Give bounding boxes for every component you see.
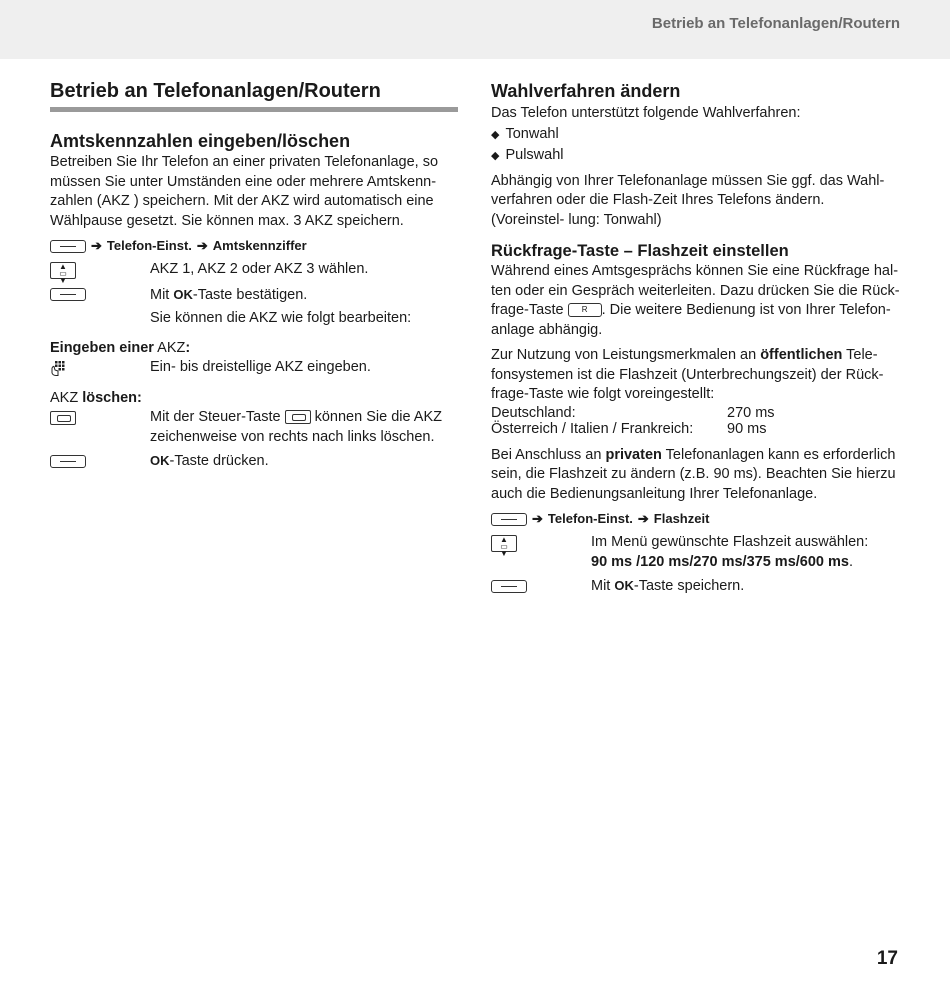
right-column [491, 78, 901, 597]
left-column [50, 78, 458, 472]
step-delete-akz: Mit der Steuer-Taste können Sie die AKZ zeichenweise von rechts nach links löschen. [50, 408, 458, 447]
arrow-right-icon: ➔ [91, 238, 102, 253]
diamond-bullet-icon: ◆ [491, 149, 500, 162]
recall-paragraph-1: Während eines Amtsgesprächs können Sie eine Rückfrage hal- ten oder ein Gespräch weiterleiten. Dazu drücken Sie die Rück- frage-Taste R . Die weitere Bedienung ist von Ihrer Telefon- anlage abhängig. [491, 263, 900, 338]
display-key-icon [50, 288, 86, 301]
menu-path-item: Flashzeit [653, 511, 710, 526]
menu-path-item: Telefon-Einst. [547, 511, 633, 526]
menu-path-item: Amtskennziffer [212, 238, 307, 253]
display-key-icon [491, 580, 527, 593]
display-key-icon [491, 513, 527, 526]
section-title-akz: Amtskennzahlen eingeben/löschen [50, 131, 351, 151]
recall-paragraph-2: Zur Nutzung von Leistungsmerkmalen an öffentlichen Tele- fonsystemen ist die Flashzeit (Unterbrechungszeit) der Rück- frage-Taste wie folgt voreingestellt: [491, 347, 884, 402]
step-save-flash: Mit OK-Taste speichern. [491, 576, 901, 597]
menu-path-item: Telefon-Einst. [106, 238, 192, 253]
page-number: 17 [876, 948, 898, 969]
step-select-flash: ▲ ▭ ▼ Im Menü gewünschte Flashzeit auswählen: 90 ms /120 ms/270 ms/375 ms/600 ms. [491, 533, 901, 572]
recall-paragraph-3: Bei Anschluss an privaten Telefonanlagen kann es erforderlich sein, die Flashzeit zu ändern (z.B. 90 ms). Beachten Sie hierzu auch die Bedienungsanleitung Ihrer Telefonanlage. [491, 446, 896, 502]
dial-options-list [491, 124, 901, 166]
navigation-key-icon: ▲ ▭ ▼ [50, 262, 76, 279]
menu-path-akz [50, 236, 458, 256]
dial-intro: Das Telefon unterstützt folgende Wahlverfahren: [491, 105, 801, 121]
step-edit-info: Sie können die AKZ wie folgt bearbeiten: [150, 310, 412, 326]
menu-path-flash [491, 509, 901, 529]
step-select-akz: ▲ ▭ ▼ AKZ 1, AKZ 2 oder AKZ 3 wählen. [50, 260, 458, 281]
keypad-icon [50, 360, 66, 376]
list-item: ◆ Pulswahl [491, 146, 564, 163]
dial-note: Abhängig von Ihrer Telefonanlage müssen Sie ggf. das Wahl- verfahren oder die Flash-Zeit Ihres Telefons ändern. (Voreinstel- lung: Tonwahl) [491, 172, 885, 228]
list-item: ◆ Tonwahl [491, 125, 559, 142]
running-title: Betrieb an Telefonanlagen/Routern [651, 15, 900, 32]
flash-defaults-table [491, 405, 901, 437]
table-row: Deutschland: 270 ms [491, 404, 775, 421]
recall-key-icon: R [568, 303, 602, 317]
page-header [0, 0, 950, 59]
chapter-title: Betrieb an Telefonanlagen/Routern [50, 78, 458, 112]
step-enter-akz: Ein- bis dreistellige AKZ eingeben. [50, 358, 458, 379]
step-confirm-akz: Mit OK-Taste bestätigen. [50, 285, 458, 306]
step-ok-akz: OK-Taste drücken. [50, 451, 458, 472]
akz-intro: Betreiben Sie Ihr Telefon an einer privaten Telefonanlage, so müssen Sie unter Umständen eine oder mehrere Amtskenn- zahlen (AKZ ) speichern. Mit der AKZ wird automatisch eine Wählpause gesetzt. Sie können max. 3 AKZ speichern. [50, 154, 439, 229]
arrow-right-icon: ➔ [637, 511, 649, 526]
display-key-icon [50, 240, 86, 253]
enter-akz-label: Eingeben einer AKZ: [50, 339, 191, 356]
arrow-right-icon: ➔ [532, 511, 543, 526]
navigation-key-icon: ▲ ▭ ▼ [491, 535, 517, 552]
diamond-bullet-icon: ◆ [491, 128, 500, 141]
table-row: Österreich / Italien / Frankreich: 90 ms [491, 420, 767, 437]
section-title-recall: Rückfrage-Taste – Flashzeit einstellen [491, 242, 789, 260]
backspace-key-icon [50, 411, 76, 425]
backspace-key-icon [285, 410, 311, 424]
display-key-icon [50, 455, 86, 468]
section-title-dial: Wahlverfahren ändern [491, 81, 681, 101]
delete-akz-label: AKZ löschen: [50, 389, 142, 406]
arrow-right-icon: ➔ [196, 238, 208, 253]
